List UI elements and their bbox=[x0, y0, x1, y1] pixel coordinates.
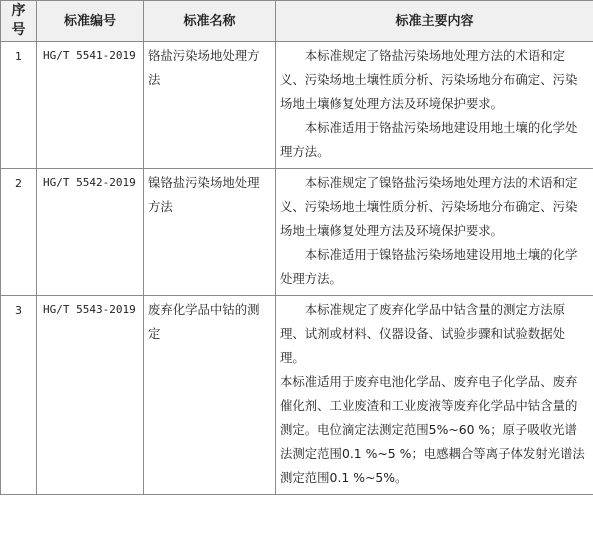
row-serial-number: 3 bbox=[1, 296, 37, 495]
row-standard-code: HG/T 5542-2019 bbox=[37, 169, 144, 296]
content-paragraph: 本标准规定了铬盐污染场地处理方法的术语和定义、污染场地土壤性质分析、污染场地分布确定、污染场地土壤修复处理方法及环境保护要求。 bbox=[280, 48, 578, 111]
row-main-content bbox=[276, 42, 593, 169]
row-standard-name: 废弃化学品中钴的测定 bbox=[144, 296, 276, 495]
header-standard-code: 标准编号 bbox=[37, 1, 144, 42]
row-standard-name: 铬盐污染场地处理方法 bbox=[144, 42, 276, 169]
content-paragraph: 本标准适用于镍铬盐污染场地建设用地土壤的化学处理方法。 bbox=[280, 247, 578, 286]
content-paragraph: 本标准适用于废弃电池化学品、废弃电子化学品、废弃催化剂、工业废渣和工业废液等废弃化学品中钴含量的测定。电位滴定法测定范围5%~60 %；原子吸收光谱法测定范围0.1 %~5 %；电感耦合等离子体发射光谱法测定范围0.1 %~5%。 bbox=[280, 374, 585, 485]
header-standard-name: 标准名称 bbox=[144, 1, 276, 42]
content-paragraph: 本标准规定了镍铬盐污染场地处理方法的术语和定义、污染场地土壤性质分析、污染场地分布确定、污染场地土壤修复处理方法及环境保护要求。 bbox=[280, 175, 578, 238]
row-standard-code: HG/T 5543-2019 bbox=[37, 296, 144, 495]
row-main-content bbox=[276, 296, 593, 495]
row-serial-number: 1 bbox=[1, 42, 37, 169]
header-main-content: 标准主要内容 bbox=[276, 1, 593, 42]
header-serial-number: 序号 bbox=[1, 1, 37, 42]
table-row bbox=[1, 296, 593, 495]
row-main-content bbox=[276, 169, 593, 296]
header-row bbox=[1, 1, 593, 42]
row-standard-code: HG/T 5541-2019 bbox=[37, 42, 144, 169]
content-paragraph: 本标准适用于铬盐污染场地建设用地土壤的化学处理方法。 bbox=[280, 120, 578, 159]
content-paragraph: 本标准规定了废弃化学品中钴含量的测定方法原理、试剂或材料、仪器设备、试验步骤和试验数据处理。 bbox=[280, 302, 565, 365]
table-row bbox=[1, 169, 593, 296]
table-row bbox=[1, 42, 593, 169]
row-standard-name: 镍铬盐污染场地处理方法 bbox=[144, 169, 276, 296]
row-serial-number: 2 bbox=[1, 169, 37, 296]
